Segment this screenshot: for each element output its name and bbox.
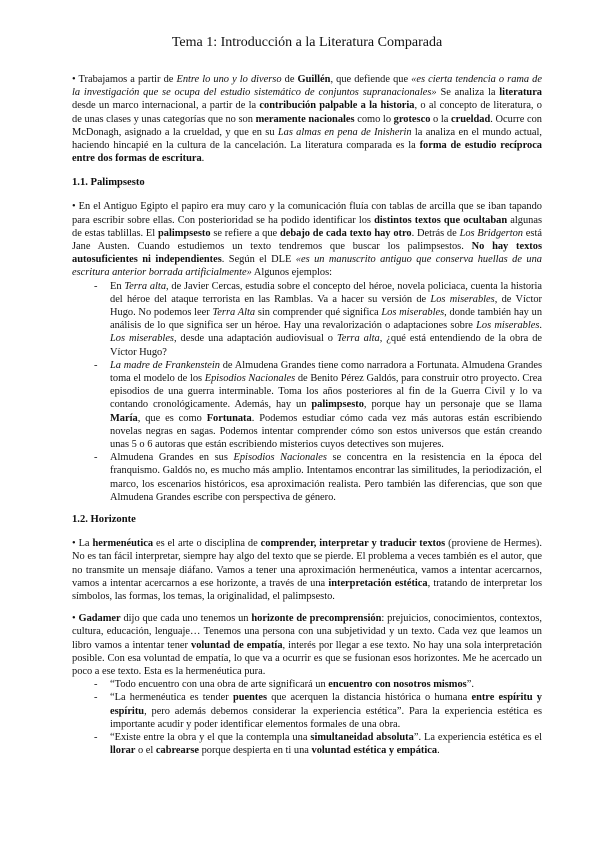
text-run: • La [72, 538, 93, 550]
intro-paragraph [72, 73, 542, 165]
bold-text: llorar [110, 745, 136, 757]
bold-text: distintos textos que ocultaban [374, 214, 508, 226]
text-run: , donde también hay un análisis de lo que significa ser un héroe. Hay una revalorización o adaptaciones sobre [110, 307, 543, 332]
italic-text: Los miserables [110, 333, 174, 345]
text-run: algunas de estas tablillas. El [72, 214, 542, 239]
bold-text: grotesco [393, 113, 431, 125]
bold-text: hermenéutica [92, 538, 154, 550]
text-run: . Detrás de [411, 227, 460, 239]
bold-text: María [110, 412, 138, 424]
text-run: , tratando de interpretar los símbolos, las formas, los temas, la originalidad, el palimpsesto. [72, 577, 542, 602]
bold-text: meramente nacionales [255, 113, 355, 125]
italic-text: Terra Alta [212, 307, 256, 319]
text-run: . Según el DLE [221, 254, 296, 266]
text-run: se concentra en la resistencia en la época del franquismo. Galdós no, es mucho más amplio. Intentamos encontrar las similitudes, la periodización, el marco, los escenarios históricos, esa aproximación realista. Pero también las diferencias, que son que Almudena Grandes escribe con perspectiva de género. [110, 452, 542, 503]
text-run: • En el Antiguo Egipto el papiro era muy caro y la comunicación fluía con tablas de arcilla que se iban tapando para escribir sobre ellas. Con posterioridad se ha podido identificar los [72, 201, 542, 226]
italic-text: La madre de Frankenstein [110, 359, 220, 371]
hermeneutica-paragraph [72, 537, 542, 603]
text-run: , interés por llegar a ese texto. No hay una sola interpretación posible. Con esa voluntad de empatía, lo que va a ocurrir es que se fusionan esos horizontes. Me he acercado un poco a ese texto. Esta es la hermenéutica pura. [72, 639, 543, 677]
text-run: • [72, 613, 79, 625]
text-run: porque despierta en ti una [198, 745, 312, 757]
bold-text: Guillén [297, 74, 331, 85]
bold-text: puentes [232, 692, 268, 704]
text-run: dijo que cada uno tenemos un [120, 613, 252, 625]
list-item [94, 678, 542, 691]
section-heading-palimpsesto: 1.1. Palimpsesto [72, 177, 145, 189]
text-run: , desde una adaptación audiovisual o [173, 333, 337, 345]
bold-text: encuentro con nosotros mismos [328, 679, 467, 691]
text-run: de Benito Pérez Galdós, para construir otro proyecto. Crea episodios de una guerra interminable. Toma los años posteriores al fin de la Guerra Civil y lo va contando cronológicamente. Además, hay un [110, 373, 542, 411]
text-run: “La hermenéutica es tender [110, 692, 233, 704]
text-run: , porque hay un personaje que se llama [363, 399, 543, 411]
text-run: Almudena Grandes en sus [110, 452, 234, 464]
text-run: , de Javier Cercas, estudia sobre el concepto del héroe, novela policiaca, cuenta la historia del héroe del ataque terrorista en las Ramblas. Va a hacer su versión de [110, 280, 543, 305]
italic-text: Los miserables [430, 293, 495, 305]
bold-text: horizonte de precomprensión [251, 613, 382, 625]
text-run: “Existe entre la obra y el que la contempla una [110, 731, 311, 743]
list-item [94, 359, 542, 451]
bold-text: comprender, interpretar y traducir textos [260, 538, 446, 550]
text-run: . [201, 153, 205, 165]
palimpsesto-examples-list [72, 280, 542, 504]
list-item [94, 691, 542, 731]
text-run: de Almudena Grandes tiene como narradora a Fortunata. Almudena Grandes toma el modelo de los [110, 359, 542, 385]
text-run: En [110, 280, 125, 292]
text-run: . Podemos estudiar cómo cada vez más autoras están escribiendo novelas negras en sagas. Podemos intentar comprender cómo son estos universos que están creando unas 5 o 6 autoras que están escribiendo misterios cuyos detectives son mujeres. [110, 412, 543, 451]
text-run: desde un marco internacional, a partir de la [72, 100, 260, 112]
bold-text: voluntad estética y empática [311, 745, 438, 757]
text-run: . [539, 320, 543, 332]
italic-text: «es cierta tendencia o rama de la investigación que se ocupa del estudio sistemático de conjuntos supranacionales» [72, 74, 542, 99]
italic-text: Terra alta [124, 280, 167, 292]
text-run: , ¿qué está entendiendo de la obra de Víctor Hugo? [110, 333, 543, 358]
italic-text: Los miserables [381, 307, 445, 319]
italic-text: Terra alta [336, 333, 380, 345]
text-run: . Ocurre con McDonagh, asignado a la crueldad, y que en su [72, 113, 542, 138]
text-run: . [437, 745, 440, 757]
section-heading-horizonte: 1.2. Horizonte [72, 514, 136, 526]
bold-text: literatura [499, 87, 542, 99]
bold-text: interpretación estética [328, 577, 428, 589]
italic-text: Las almas en pena de Inisherin [277, 126, 412, 138]
text-run: de [281, 74, 298, 85]
text-run: la analiza en el mundo actual, haciendo hincapié en la cultura de la cancelación. La literatura comparada es la [72, 126, 542, 152]
text-run: está Jane Austen. Cuando estudiemos un texto tendremos que buscar los palimpsestos. [72, 227, 542, 253]
text-run: Se analiza la [436, 87, 500, 99]
text-run: ”. La experiencia estética es el [413, 731, 543, 743]
palimpsesto-paragraph [72, 200, 542, 279]
text-run: “Todo encuentro con una obra de arte significará un [110, 679, 329, 691]
bold-text: Fortunata [206, 412, 252, 424]
text-run: o la [430, 113, 452, 125]
italic-text: Los Bridgerton [459, 227, 523, 239]
text-run: : prejuicios, conocimientos, contextos, cultura, educación, lenguaje… Tenemos una persona con una subjetividad y un texto. Cada vez que leamos un libro vamos a intentar tener [72, 613, 542, 651]
text-run: , pero además debemos considerar la experiencia estética”. Para la experiencia estética es importante acudir y poder identificar elementos formales de una obra. [110, 705, 542, 730]
bold-text: forma de estudio recíproca entre dos formas de escritura [72, 140, 543, 165]
bold-text: debajo de cada texto hay otro [279, 227, 412, 239]
bold-text: crueldad [451, 113, 491, 125]
text-run: se refiere a que [210, 227, 280, 239]
list-item [94, 451, 542, 504]
text-run: es el arte o disciplina de [153, 538, 261, 550]
italic-text: Episodios Nacionales [233, 452, 327, 464]
gadamer-paragraph [72, 612, 542, 678]
list-item [94, 731, 542, 757]
text-run: o el [135, 745, 156, 757]
text-run: • Trabajamos a partir de [72, 74, 177, 85]
bold-text: No hay textos autosuficientes ni independientes [72, 241, 542, 266]
text-run: , que es como [137, 412, 207, 424]
bold-text: voluntad de empatía [191, 639, 283, 651]
text-run: , o al concepto de literatura, o de unas clases y unas categorías que no son [72, 100, 542, 125]
bold-text: simultaneidad absoluta [310, 731, 414, 743]
text-run: , que defiende que [330, 74, 412, 85]
page-title: Tema 1: Introducción a la Literatura Comparada [171, 35, 443, 50]
italic-text: «es un manuscrito antiguo que conserva huellas de una escritura anterior borrada artificialmente» [72, 254, 542, 279]
bold-text: contribución palpable a la historia [259, 100, 415, 112]
bold-text: Gadamer [78, 613, 121, 625]
italic-text: Los miserables [476, 320, 540, 332]
text-run: (proviene de Hermes). No es tan fácil interpretar, siempre hay algo del texto que se pierde. El problema a veces también es el autor, que no transmite un mensaje diáfano. Vamos a tener una aproximación hermenéutica, vamos a intentar acercarnos, vamos a intentar acercarnos a ese horizonte, a través de una [72, 538, 542, 589]
text-run: Algunos ejemplos: [251, 267, 333, 279]
italic-text: Episodios Nacionales [204, 373, 296, 385]
text-run: que acerquen la distancia histórica o humana [267, 692, 472, 704]
text-run: ”. [466, 679, 474, 691]
bold-text: palimpsesto [157, 227, 211, 239]
text-run: , de Víctor Hugo. No podemos leer [110, 293, 542, 319]
text-run: como lo [354, 113, 394, 125]
bold-text: palimpsesto [311, 399, 364, 411]
text-run: sin comprender qué significa [255, 307, 382, 319]
list-item [94, 280, 542, 359]
bold-text: entre espíritu y espíritu [110, 692, 542, 717]
bold-text: cabrearse [155, 745, 199, 757]
italic-text: Entre lo uno y lo diverso [176, 74, 282, 85]
gadamer-quotes-list [72, 678, 542, 757]
